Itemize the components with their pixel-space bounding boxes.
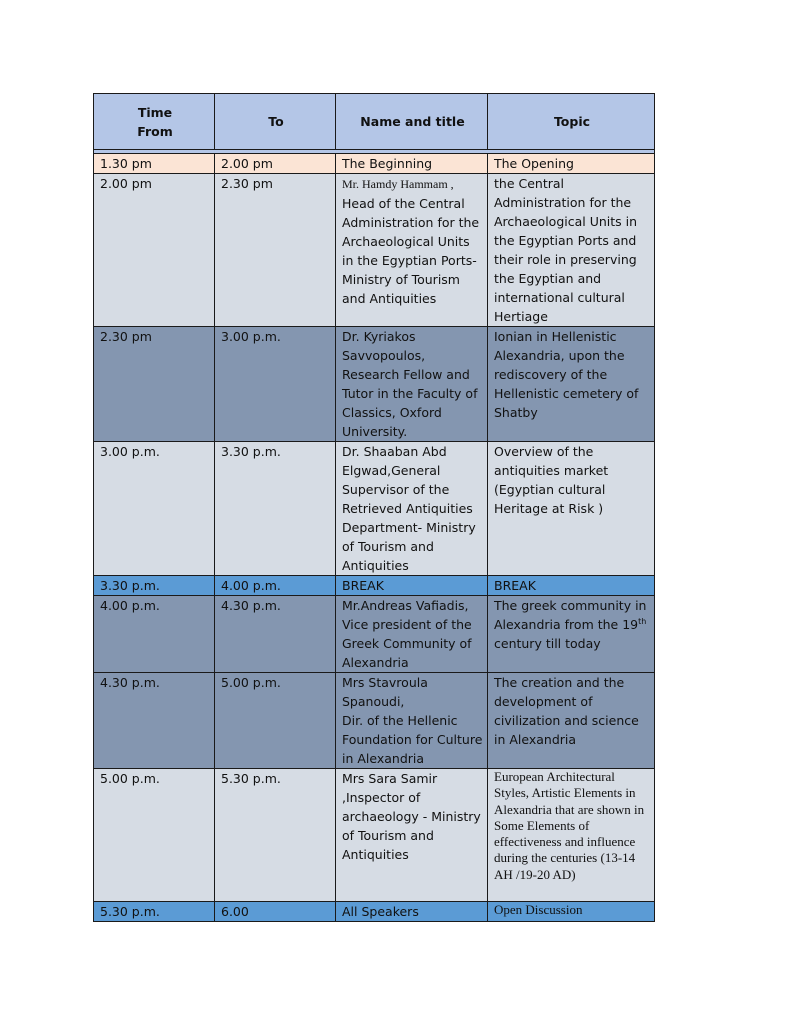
from-cell: 4.30 p.m. [94, 673, 215, 769]
to-cell: 4.30 p.m. [215, 596, 336, 673]
from-cell: 1.30 pm [94, 154, 215, 174]
table-row [94, 327, 655, 442]
speaker-title: Dir. of the Hellenic Foundation for Culture in Alexandria [342, 713, 483, 766]
schedule-table [93, 93, 655, 922]
header-row [94, 94, 655, 150]
from-cell: 3.00 p.m. [94, 442, 215, 576]
header-to: To [215, 94, 336, 150]
name-cell: The Beginning [336, 154, 488, 174]
name-cell: Mr.Andreas Vafiadis, Vice president of the Greek Community of Alexandria [336, 596, 488, 673]
table-row [94, 673, 655, 769]
to-cell: 4.00 p.m. [215, 576, 336, 596]
to-cell: 5.30 p.m. [215, 769, 336, 902]
from-cell: 3.30 p.m. [94, 576, 215, 596]
table-row [94, 174, 655, 327]
name-cell [336, 174, 488, 327]
topic-cell: The greek community in Alexandria from the 19th century till today [488, 596, 655, 673]
topic-cell: The Opening [488, 154, 655, 174]
to-cell: 2.30 pm [215, 174, 336, 327]
from-cell: 5.30 p.m. [94, 902, 215, 922]
to-cell: 2.00 pm [215, 154, 336, 174]
topic-cell: Open Discussion [488, 902, 655, 922]
name-cell: Dr. Kyriakos Savvopoulos, Research Fellow and Tutor in the Faculty of Classics, Oxford University. [336, 327, 488, 442]
from-cell: 5.00 p.m. [94, 769, 215, 902]
from-cell: 2.00 pm [94, 174, 215, 327]
table-row [94, 596, 655, 673]
from-cell: 4.00 p.m. [94, 596, 215, 673]
table-row [94, 902, 655, 922]
topic-cell: Overview of the antiquities market (Egyptian cultural Heritage at Risk ) [488, 442, 655, 576]
topic-cell: the Central Administration for the Archaeological Units in the Egyptian Ports and their role in preserving the Egyptian and international cultural Hertiage [488, 174, 655, 327]
header-name-title: Name and title [336, 94, 488, 150]
topic-cell: European Architectural Styles, Artistic Elements in Alexandria that are shown in Some Elements of effectiveness and influence during the centuries (13-14 AH /19-20 AD) [488, 769, 655, 902]
topic-cell: Ionian in Hellenistic Alexandria, upon the rediscovery of the Hellenistic cemetery of Shatby [488, 327, 655, 442]
speaker-name: Mrs Stavroula Spanoudi, [342, 675, 428, 709]
to-cell: 5.00 p.m. [215, 673, 336, 769]
speaker-title: Head of the Central Administration for the Archaeological Units in the Egyptian Ports-Ministry of Tourism and Antiquities [342, 196, 480, 306]
to-cell: 3.30 p.m. [215, 442, 336, 576]
header-time-from: Time From [94, 94, 215, 150]
name-cell: All Speakers [336, 902, 488, 922]
table-row [94, 442, 655, 576]
header-topic: Topic [488, 94, 655, 150]
name-cell: BREAK [336, 576, 488, 596]
from-cell: 2.30 pm [94, 327, 215, 442]
name-cell: Dr. Shaaban Abd Elgwad,General Supervisor of the Retrieved Antiquities Department- Ministry of Tourism and Antiquities [336, 442, 488, 576]
table-row [94, 154, 655, 174]
speaker-name: Mr. Hamdy Hammam , [342, 177, 454, 191]
name-cell: Mrs Sara Samir ,Inspector of archaeology - Ministry of Tourism and Antiquities [336, 769, 488, 902]
to-cell: 3.00 p.m. [215, 327, 336, 442]
topic-cell: The creation and the development of civilization and science in Alexandria [488, 673, 655, 769]
table-row [94, 769, 655, 902]
topic-cell: BREAK [488, 576, 655, 596]
to-cell: 6.00 [215, 902, 336, 922]
table-row [94, 576, 655, 596]
name-cell [336, 673, 488, 769]
